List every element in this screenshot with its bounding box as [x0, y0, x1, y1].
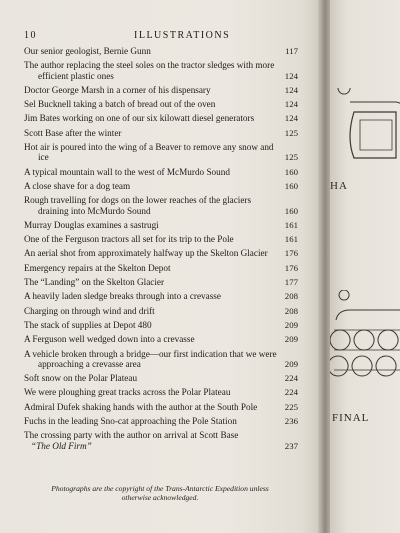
list-item — [24, 349, 298, 370]
list-item — [24, 277, 298, 287]
entry-page: 125 — [284, 127, 298, 138]
entry-text: A heavily laden sledge breaks through into a crevasse — [24, 291, 221, 302]
entry-page: 208 — [284, 291, 298, 302]
list-item — [24, 195, 298, 216]
entry-text: Emergency repairs at the Skelton Depot — [24, 262, 171, 273]
list-item — [24, 334, 298, 344]
entry-text: Admiral Dufek shaking hands with the author at the South Pole — [24, 401, 258, 412]
entry-text: Jim Bates working on one of our six kilowatt diesel generators — [24, 113, 255, 124]
list-item — [24, 441, 298, 451]
entry-text: Rough travelling for dogs on the lower reaches of the glaciers draining into McMurdo Sound — [24, 195, 252, 216]
entry-page: 124 — [284, 84, 298, 95]
list-item — [24, 234, 298, 244]
entry-text: A vehicle broken through a bridge—our first indication that we were approaching a crevasse area — [24, 348, 277, 369]
page-header — [24, 30, 294, 44]
entry-text: The “Landing” on the Skelton Glacier — [24, 277, 165, 288]
photo-credit-note: Photographs are the copyright of the Trans-Antarctic Expedition unless otherwise acknowledged. — [51, 484, 269, 502]
entry-text: Sel Bucknell taking a batch of bread out of the oven — [24, 99, 216, 110]
entry-page: 117 — [285, 46, 298, 56]
list-item — [24, 181, 298, 191]
entry-page: 160 — [284, 166, 298, 177]
right-page — [330, 0, 400, 533]
entry-page: 176 — [284, 248, 298, 259]
entry-page: 124 — [284, 113, 298, 124]
entry-page: 160 — [284, 205, 298, 216]
entry-page: 224 — [284, 387, 298, 398]
illustrations-list — [24, 46, 298, 451]
entry-text: The author replacing the steel soles on the tractor sledges with more efficient plastic ones — [24, 60, 275, 81]
entry-page: 209 — [284, 319, 298, 330]
list-item — [24, 291, 298, 301]
entry-text: The crossing party with the author on arrival at Scott Base — [24, 430, 239, 441]
entry-page: 236 — [284, 416, 298, 427]
entry-text: Scott Base after the winter — [24, 127, 122, 138]
entry-text: Hot air is poured into the wing of a Beaver to remove any snow and ice — [24, 142, 274, 163]
entry-page: 225 — [284, 401, 298, 412]
page-title: ILLUSTRATIONS — [134, 30, 231, 41]
list-item — [24, 430, 298, 440]
list-item — [24, 416, 298, 426]
list-item — [24, 220, 298, 230]
entry-page: 161 — [284, 219, 298, 230]
entry-text: A close shave for a dog team — [24, 180, 131, 191]
list-item — [24, 128, 298, 138]
page-number: 10 — [24, 30, 37, 41]
right-page-text-2: FINAL — [332, 412, 370, 424]
entry-page: 177 — [284, 277, 298, 288]
entry-text: Soft snow on the Polar Plateau — [24, 373, 138, 384]
list-item — [24, 167, 298, 177]
list-item — [24, 387, 298, 397]
entry-page: 209 — [284, 358, 298, 369]
entry-text: Murray Douglas examines a sastrugi — [24, 219, 159, 230]
entry-page: 237 — [284, 440, 298, 451]
list-item — [24, 402, 298, 412]
entry-text: “The Old Firm” — [31, 440, 92, 451]
entry-page: 176 — [284, 262, 298, 273]
entry-page: 224 — [284, 373, 298, 384]
right-page-text-1: HA — [330, 180, 348, 192]
list-item — [24, 320, 298, 330]
vehicle-sketch-top — [336, 88, 400, 178]
entry-text: One of the Ferguson tractors all set for its trip to the Pole — [24, 234, 234, 245]
list-item — [24, 142, 298, 163]
list-item — [24, 46, 298, 56]
entry-text: An aerial shot from approximately halfway up the Skelton Glacier — [24, 248, 268, 259]
list-item — [24, 306, 298, 316]
entry-text: A Ferguson well wedged down into a crevasse — [24, 334, 195, 345]
list-item — [24, 248, 298, 258]
entry-text: Our senior geologist, Bernie Gunn — [24, 46, 151, 56]
entry-page: 124 — [284, 70, 298, 81]
entry-page: 125 — [284, 152, 298, 163]
entry-page: 209 — [284, 334, 298, 345]
entry-text: Doctor George Marsh in a corner of his dispensary — [24, 84, 211, 95]
entry-text: A typical mountain wall to the west of McMurdo Sound — [24, 166, 230, 177]
entry-text: We were ploughing great tracks across the Polar Plateau — [24, 387, 231, 398]
entry-text: The stack of supplies at Depot 480 — [24, 319, 152, 330]
entry-text: Fuchs in the leading Sno-cat approaching the Pole Station — [24, 416, 237, 427]
entry-page: 160 — [284, 180, 298, 191]
list-item — [24, 113, 298, 123]
list-item — [24, 263, 298, 273]
entry-page: 208 — [284, 305, 298, 316]
list-item — [24, 85, 298, 95]
vehicle-sketch-bottom — [330, 290, 400, 400]
entry-page: 161 — [284, 234, 298, 245]
list-item — [24, 60, 298, 81]
list-item — [24, 373, 298, 383]
entry-text: Charging on through wind and drift — [24, 305, 155, 316]
entry-page: 124 — [284, 99, 298, 110]
list-item — [24, 99, 298, 109]
